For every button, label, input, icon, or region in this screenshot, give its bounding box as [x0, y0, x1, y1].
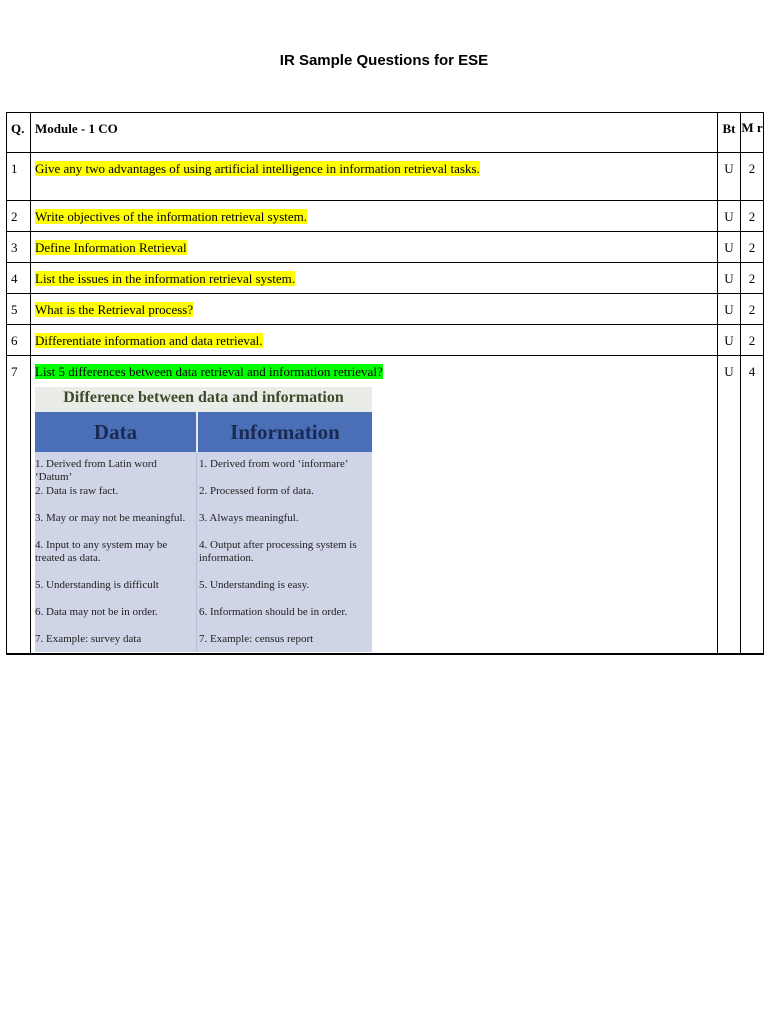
figure-data-item: 6. Data may not be in order.	[35, 606, 158, 618]
figure-data-item: 3. May or may not be meaningful.	[35, 512, 186, 524]
header-q: Q.	[7, 113, 31, 153]
figure-data-item: 1. Derived from Latin word ‘Datum’	[35, 458, 157, 483]
page-title: IR Sample Questions for ESE	[279, 52, 489, 69]
table-row	[7, 263, 764, 294]
figure-data-item: 7. Example: survey data	[35, 633, 142, 645]
bt-level: U	[718, 263, 741, 294]
question-text: Write objectives of the information retrieval system.	[35, 209, 308, 224]
question-text: Give any two advantages of using artificial intelligence in information retrieval tasks.	[35, 161, 480, 176]
question-text: List the issues in the information retrieval system.	[35, 271, 295, 286]
bt-level: U	[718, 232, 741, 263]
marks: 2	[741, 325, 764, 356]
bt-level: U	[718, 294, 741, 325]
figure-title: Difference between data and information	[35, 387, 372, 427]
table-row	[7, 325, 764, 356]
figure-col-information: Information	[230, 420, 340, 444]
question-number: 4	[7, 263, 31, 294]
figure-info-item: 3. Always meaningful.	[199, 512, 299, 524]
marks: 2	[741, 201, 764, 232]
bt-level: U	[718, 356, 741, 655]
question-text: Define Information Retrieval	[35, 240, 187, 255]
figure-info-item: 7. Example: census report	[199, 633, 314, 645]
bt-level: U	[718, 201, 741, 232]
question-number: 7	[7, 356, 31, 655]
figure-info-item: 4. Output after processing system is information.	[199, 539, 357, 564]
figure-data-item: 4. Input to any system may be treated as data.	[35, 539, 168, 564]
table-row	[7, 232, 764, 263]
header-mr: M r	[741, 113, 764, 153]
table-row	[7, 356, 764, 655]
figure-info-item: 6. Information should be in order.	[199, 606, 348, 618]
table-row	[7, 153, 764, 201]
question-number: 6	[7, 325, 31, 356]
marks: 2	[741, 232, 764, 263]
question-text: List 5 differences between data retrieval and information retrieval?	[35, 364, 383, 379]
figure-info-item: 5. Understanding is easy.	[199, 579, 310, 591]
marks: 2	[741, 263, 764, 294]
header-bt: Bt	[718, 113, 741, 153]
figure-header	[35, 412, 372, 452]
marks: 2	[741, 294, 764, 325]
question-number: 5	[7, 294, 31, 325]
table-row	[7, 201, 764, 232]
table-row	[7, 294, 764, 325]
table-header-row	[7, 113, 764, 153]
figure-col-data: Data	[35, 412, 198, 452]
question-number: 1	[7, 153, 31, 201]
marks: 2	[741, 153, 764, 201]
figure-rows	[35, 453, 372, 652]
question-number: 2	[7, 201, 31, 232]
comparison-figure	[35, 387, 372, 652]
bt-level: U	[718, 325, 741, 356]
figure-data-item: 2. Data is raw fact.	[35, 485, 119, 497]
bt-level: U	[718, 153, 741, 201]
figure-data-item: 5. Understanding is difficult	[35, 579, 159, 591]
question-number: 3	[7, 232, 31, 263]
figure-info-item: 2. Processed form of data.	[199, 485, 314, 497]
questions-table	[6, 112, 764, 655]
question-text: Differentiate information and data retrieval.	[35, 333, 263, 348]
question-text: What is the Retrieval process?	[35, 302, 194, 317]
header-module: Module - 1 CO	[31, 113, 718, 153]
marks: 4	[741, 356, 764, 655]
figure-info-item: 1. Derived from word ‘informare’	[199, 458, 349, 470]
